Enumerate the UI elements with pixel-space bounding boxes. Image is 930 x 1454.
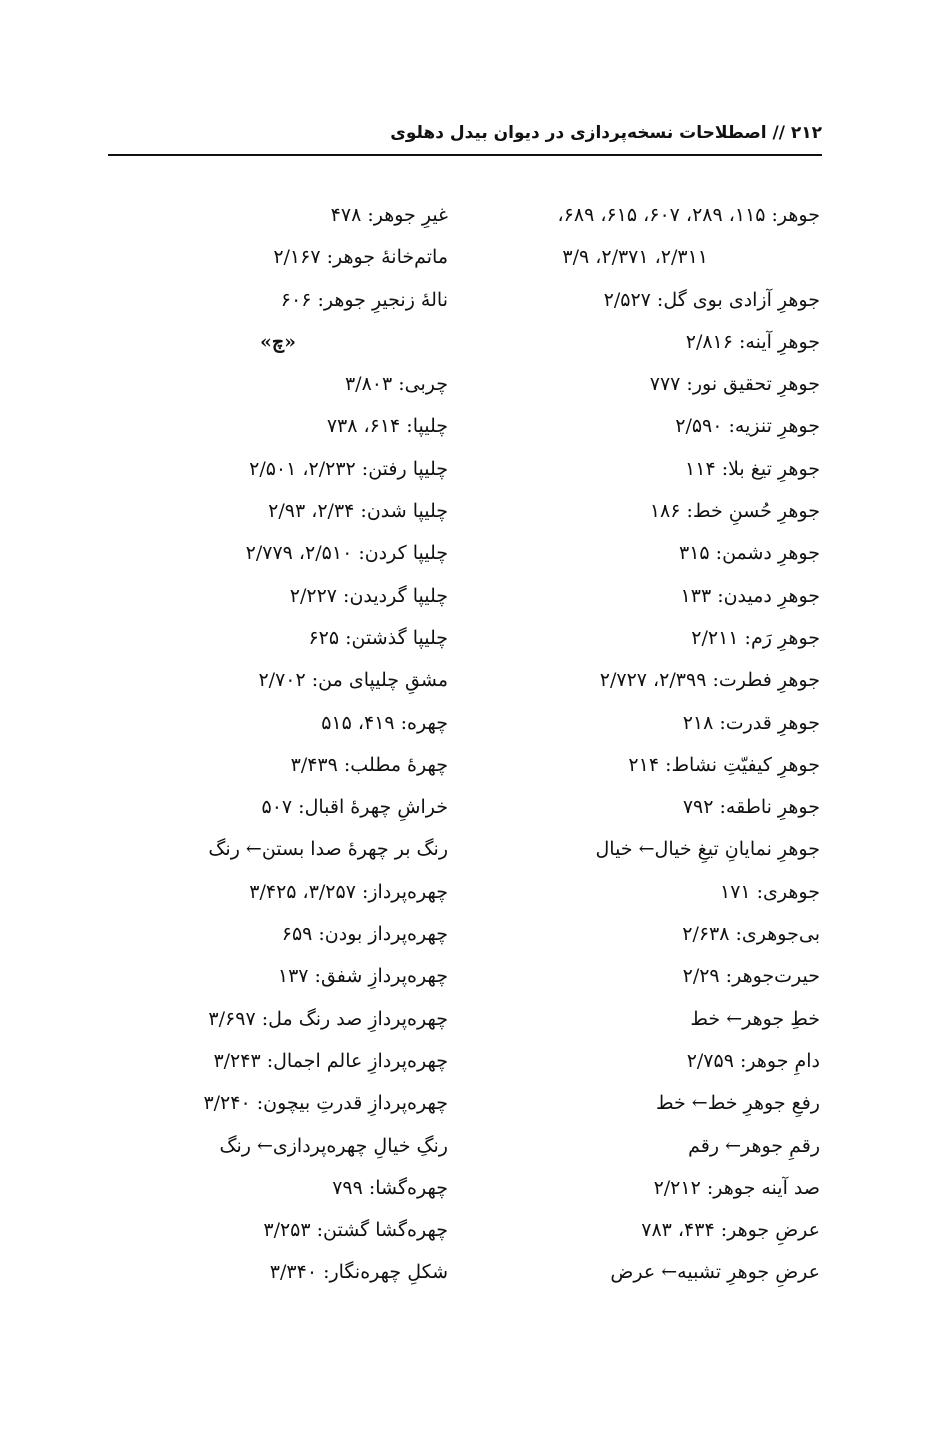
index-entry: رنگ بر چهرهٔ صدا بستن← رنگ (208, 838, 448, 861)
index-entry: رقمِ جوهر← رقم (688, 1134, 820, 1157)
index-entry: چهرهٔ مطلب: ۳/۴۳۹ (290, 753, 448, 776)
index-entry: جوهرِ تنزیه: ۲/۵۹۰ (675, 415, 820, 438)
index-entry: جوهرِ دمیدن: ۱۳۳ (680, 584, 820, 607)
index-entry: چهره‌پرداز: ۳/۲۵۷، ۳/۴۲۵ (249, 880, 448, 903)
index-entry: چلیپا رفتن: ۲/۲۳۲، ۲/۵۰۱ (249, 457, 448, 480)
page-number: ۲۱۲ (790, 123, 822, 143)
index-entry: چلیپا گردیدن: ۲/۲۲۷ (289, 584, 448, 607)
index-entry: جوهرِ قدرت: ۲۱۸ (682, 711, 820, 734)
index-entry: چهره‌پردازِ شفق: ۱۳۷ (277, 965, 448, 988)
index-entry: چهره‌پردازِ عالم اجمال: ۳/۲۴۳ (213, 1049, 448, 1072)
index-entry: جوهرِ آزادی بوی گل: ۲/۵۲۷ (603, 288, 820, 311)
index-entry: ماتم‌خانهٔ جوهر: ۲/۱۶۷ (273, 246, 448, 269)
index-entry: چهره‌پردازِ صد رنگ مل: ۳/۶۹۷ (208, 1007, 448, 1030)
index-entry: جوهرِ دشمن: ۳۱۵ (679, 542, 820, 565)
index-entry: چلیپا: ۶۱۴، ۷۳۸ (326, 415, 448, 438)
index-entry: جوهرِ تیغ بلا: ۱۱۴ (685, 457, 820, 480)
index-entry: صد آینه جوهر: ۲/۲۱۲ (653, 1176, 820, 1199)
index-entry: چهره: ۴۱۹، ۵۱۵ (321, 711, 448, 734)
index-entry: رنگِ خیالِ چهره‌پردازی← رنگ (219, 1134, 448, 1157)
index-entry: حیرت‌جوهر: ۲/۲۹ (682, 965, 820, 988)
index-entry: جوهرِ ناطقه: ۷۹۲ (682, 796, 820, 819)
book-title: اصطلاحات نسخه‌پردازی در دیوان بیدل دهلوی (390, 123, 767, 143)
index-entry: چهره‌گشا گشتن: ۳/۲۵۳ (263, 1219, 448, 1242)
header-separator: // (772, 123, 785, 143)
index-entry: چلیپا شدن: ۲/۳۴، ۲/۹۳ (268, 500, 448, 523)
index-entry: جوهرِ رَم: ۲/۲۱۱ (691, 626, 820, 649)
index-entry: خطِ جوهر← خط (690, 1007, 820, 1030)
index-entry: ۲/۳۱۱، ۲/۳۷۱، ۳/۹ (562, 246, 708, 269)
index-entry: جوهرِ تحقیق نور: ۷۷۷ (649, 373, 820, 396)
index-entry: چهره‌پرداز بودن: ۶۵۹ (281, 923, 448, 946)
index-entry: جوهرِ حُسنِ خط: ۱۸۶ (649, 500, 820, 523)
index-entry: جوهرِ نمایانِ تیغِ خیال← خیال (595, 838, 820, 861)
running-header (108, 118, 822, 156)
index-entry: جوهری: ۱۷۱ (719, 880, 820, 903)
index-entry: بی‌جوهری: ۲/۶۳۸ (682, 923, 820, 946)
index-entry: خراشِ چهرهٔ اقبال: ۵۰۷ (261, 796, 448, 819)
index-entry: شکلِ چهره‌نگار: ۳/۳۴۰ (269, 1261, 448, 1284)
index-entry: جوهرِ فطرت: ۲/۳۹۹، ۲/۷۲۷ (599, 669, 820, 692)
index-entry: چهره‌گشا: ۷۹۹ (332, 1176, 448, 1199)
index-column-left (108, 194, 448, 1294)
index-entry: جوهر: ۱۱۵، ۲۸۹، ۶۰۷، ۶۱۵، ۶۸۹، (557, 204, 820, 226)
index-entry: مشقِ چلیپای من: ۲/۷۰۲ (258, 669, 448, 692)
index-entry: رفعِ جوهرِ خط← خط (655, 1092, 820, 1115)
index-entry: چلیپا کردن: ۲/۵۱۰، ۲/۷۷۹ (245, 542, 448, 565)
index-entry: غیرِ جوهر: ۴۷۸ (330, 204, 448, 226)
index-entry: جوهرِ کیفیّتِ نشاط: ۲۱۴ (628, 753, 820, 776)
index-entry: عرضِ جوهر: ۴۳۴، ۷۸۳ (641, 1219, 820, 1242)
index-entry: نالهٔ زنجیرِ جوهر: ۶۰۶ (280, 288, 448, 311)
section-letter-heading: «چ» (259, 330, 296, 353)
index-entry: عرضِ جوهرِ تشبیه← عرض (610, 1261, 820, 1284)
index-entry: چربی: ۳/۸۰۳ (344, 373, 448, 396)
index-entry: چلیپا گذشتن: ۶۲۵ (308, 626, 448, 649)
index-entry: دامِ جوهر: ۲/۷۵۹ (686, 1049, 820, 1072)
index-entry: جوهرِ آینه: ۲/۸۱۶ (685, 330, 820, 353)
index-column-right (480, 194, 820, 1294)
index-entry: چهره‌پردازِ قدرتِ بیچون: ۳/۲۴۰ (203, 1092, 448, 1115)
